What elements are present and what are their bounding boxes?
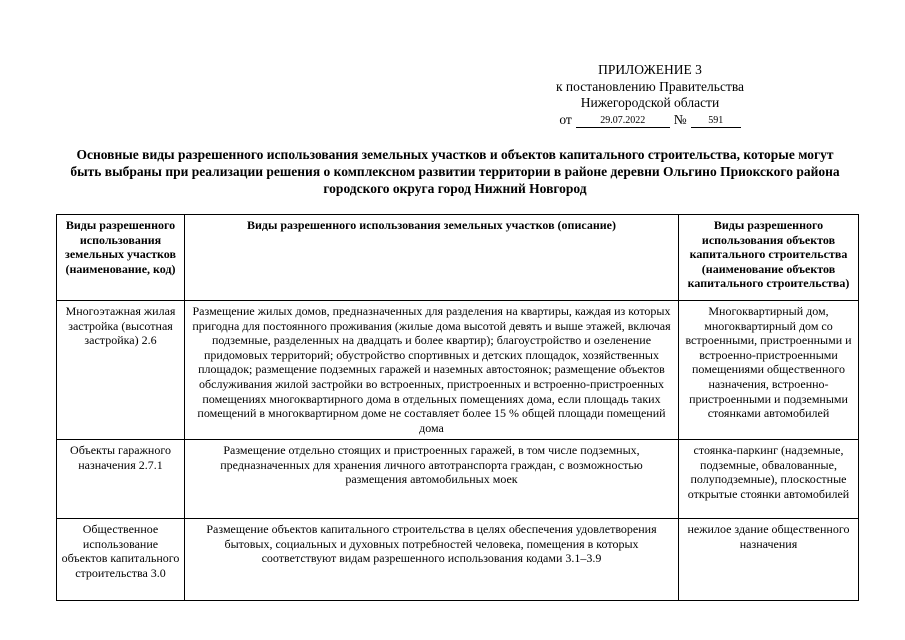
cell-use-name: Объекты гаражного назначения 2.7.1 xyxy=(57,440,185,519)
cell-use-objects: нежилое здание общественного назначения xyxy=(679,519,859,601)
decree-date: 29.07.2022 xyxy=(576,115,670,128)
cell-use-description: Размещение жилых домов, предназначенных для разделения на квартиры, каждая из которых пригодна для постоянного проживания (жилые дома высотой девять и выше этажей, включая подземные, разделенных на двадцать и более квартир); благоустройство и озеленение придомовых территорий; обустройство спортивных и детских площадок, хозяйственных площадок; размещение подземных гаражей и наземных автостоянок; размещение объектов обслуживания жилой застройки во встроенных, пристроенных и встроенно-пристроенных помещениях многоквартирного дома в отдельных помещениях дома, если площадь таких помещений в многоквартирном доме не составляет более 15 % общей площади помещений дома xyxy=(185,301,679,440)
document-title: Основные виды разрешенного использования земельных участков и объектов капитального строительства, которые могут быть выбраны при реализации решения о комплексном развитии территории в районе деревни Ольгино Приокского района городского округа город Нижний Новгород xyxy=(70,147,840,196)
table-row xyxy=(57,519,859,601)
decree-number: 591 xyxy=(691,115,741,128)
column-header-description: Виды разрешенного использования земельных участков (описание) xyxy=(185,215,679,301)
cell-use-objects: стоянка-паркинг (надземные, подземные, обвалованные, полуподземные), плоскостные открытые стоянки автомобилей xyxy=(679,440,859,519)
column-header-name-code: Виды разрешенного использования земельных участков (наименование, код) xyxy=(57,215,185,301)
appendix-region-line: Нижегородской области xyxy=(580,95,720,110)
land-use-table xyxy=(56,214,859,601)
appendix-title: ПРИЛОЖЕНИЕ 3 xyxy=(598,62,702,77)
column-header-objects: Виды разрешенного использования объектов капитального строительства (наименование объектов капитального строительства) xyxy=(679,215,859,301)
cell-use-description: Размещение отдельно стоящих и пристроенных гаражей, в том числе подземных, предназначенных для хранения личного автотранспорта граждан, с возможностью размещения автомобильных моек xyxy=(185,440,679,519)
appendix-decree-line: к постановлению Правительства xyxy=(555,78,745,94)
table-row xyxy=(57,301,859,440)
table-header-row xyxy=(57,215,859,301)
from-label: от xyxy=(559,111,572,127)
cell-use-name: Общественное использование объектов капитального строительства 3.0 xyxy=(57,519,185,601)
number-label: № xyxy=(673,111,687,127)
cell-use-objects: Многоквартирный дом, многоквартирный дом со встроенными, пристроенными и встроенно-пристроенными помещениями общественного назначения, встроенно-пристроенными и подземными стоянками автомобилей xyxy=(679,301,859,440)
decree-date-number xyxy=(500,112,800,129)
cell-use-description: Размещение объектов капитального строительства в целях обеспечения удовлетворения бытовых, социальных и духовных потребностей человека, помещения в которых соответствуют видам разрешенного использования кодами 3.1–3.9 xyxy=(185,519,679,601)
cell-use-name: Многоэтажная жилая застройка (высотная застройка) 2.6 xyxy=(57,301,185,440)
appendix-header xyxy=(500,62,800,128)
table-row xyxy=(57,440,859,519)
